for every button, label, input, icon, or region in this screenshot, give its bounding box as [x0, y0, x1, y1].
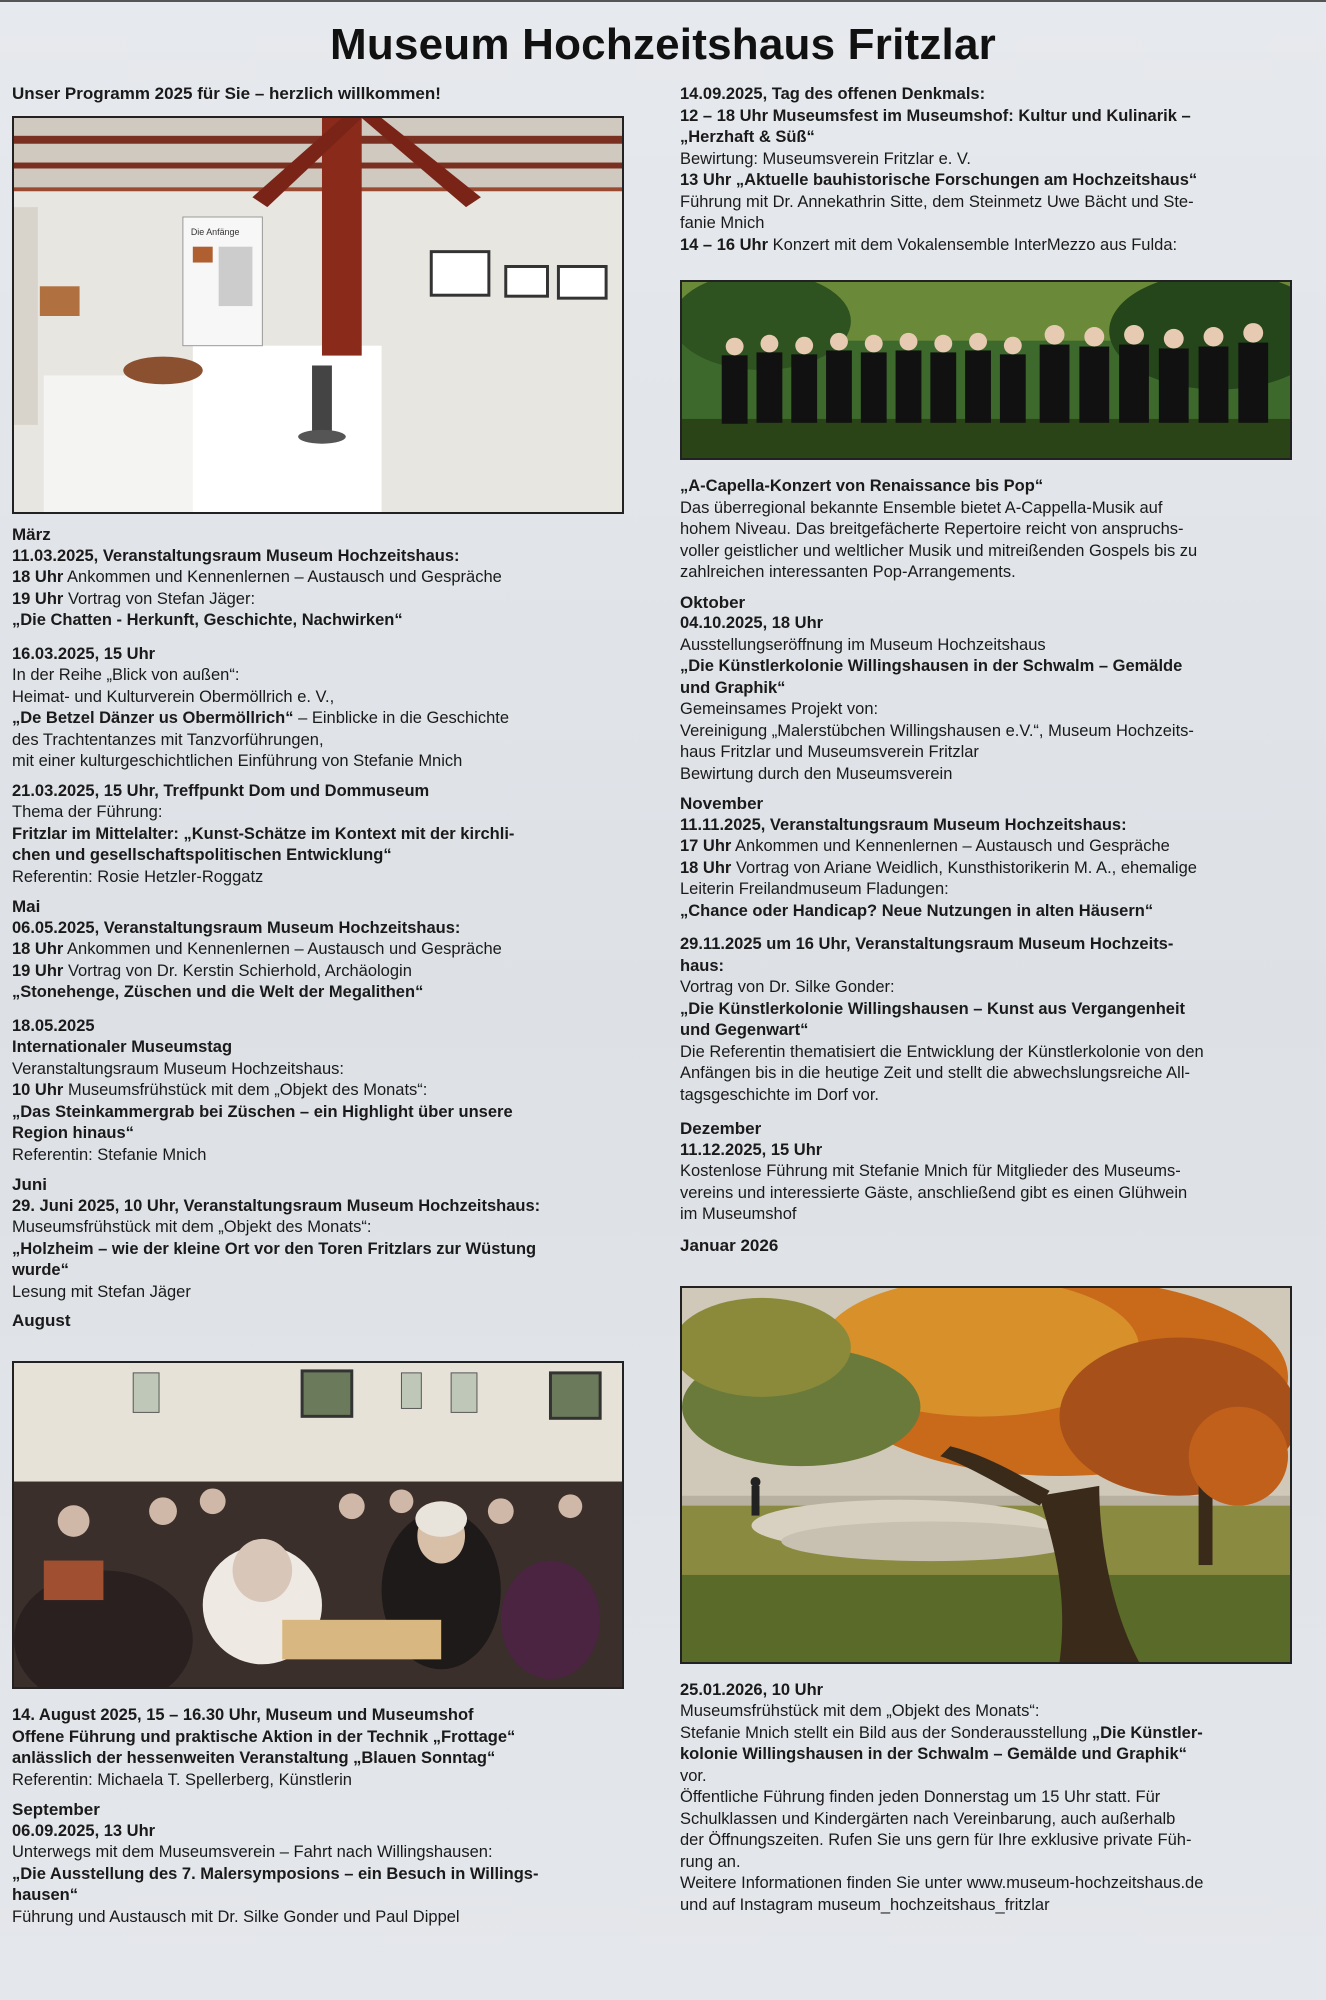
- juni-section: [12, 1174, 644, 1303]
- month-heading: August: [12, 1311, 71, 1330]
- month-heading: Januar 2026: [680, 1235, 779, 1255]
- month-heading: November: [680, 794, 764, 813]
- event-date: 21.03.2025, 15 Uhr, Treffpunkt Dom und Dommuseum: [12, 781, 430, 800]
- month-heading: Mai: [12, 897, 41, 916]
- event-line: Leiterin Freilandmuseum Fladungen:: [680, 880, 949, 898]
- month-heading: September: [12, 1800, 100, 1819]
- event-line: Die Referentin thematisiert die Entwicklung der Künstlerkolonie von den: [680, 1042, 1204, 1061]
- event-line: tagsgeschichte im Dorf vor.: [680, 1085, 879, 1104]
- september-section: [12, 1799, 644, 1928]
- event-line: fanie Mnich: [680, 214, 765, 232]
- event-line: Gemeinsames Projekt von:: [680, 700, 879, 718]
- event-line: im Museumshof: [680, 1205, 797, 1223]
- event-title: und Graphik“: [680, 678, 786, 697]
- website-line: Weitere Informationen finden Sie unter www.museum-hochzeitshaus.de: [680, 1874, 1204, 1892]
- month-heading: März: [12, 525, 51, 544]
- event-date: 06.05.2025, Veranstaltungsraum Museum Hochzeitshaus:: [12, 918, 461, 937]
- event-line: 14 – 16 Uhr Konzert mit dem Vokalensemble InterMezzo aus Fulda:: [680, 235, 1178, 254]
- event-date: haus:: [680, 956, 725, 975]
- event-title: „Holzheim – wie der kleine Ort vor den Toren Fritzlars zur Wüstung: [12, 1239, 537, 1258]
- event-line: In der Reihe „Blick von außen“:: [12, 666, 240, 684]
- event-line: 18 Uhr Ankommen und Kennenlernen – Austausch und Gespräche: [12, 940, 502, 958]
- event-line: Unterwegs mit dem Museumsverein – Fahrt nach Willingshausen:: [12, 1843, 493, 1861]
- month-heading: Dezember: [680, 1119, 762, 1138]
- event-title: „Die Ausstellung des 7. Malersymposions – ein Besuch in Willings-: [12, 1864, 539, 1883]
- painting-photo: [680, 1286, 1292, 1664]
- event-date: 04.10.2025, 18 Uhr: [680, 614, 824, 632]
- maerz-section: [12, 524, 644, 632]
- event-line: Veranstaltungsraum Museum Hochzeitshaus:: [12, 1059, 344, 1078]
- maerz-event-2: [12, 644, 644, 773]
- event-line: haus Fritzlar und Museumsverein Fritzlar: [680, 743, 979, 761]
- event-line: 18 Uhr Vortrag von Ariane Weidlich, Kunsthistorikerin M. A., ehemalige: [680, 858, 1197, 877]
- event-title: Internationaler Museumstag: [12, 1038, 233, 1056]
- event-line: Referentin: Rosie Hetzler-Roggatz: [12, 867, 264, 886]
- oktober-section: [680, 592, 1312, 786]
- event-line: voller geistlicher und weltlicher Musik und mitreißenden Gospels bis zu: [680, 541, 1198, 560]
- august-section: [12, 1705, 644, 1791]
- event-line: Ausstellungseröffnung im Museum Hochzeitshaus: [680, 635, 1046, 654]
- event-line: Stefanie Mnich stellt ein Bild aus der Sonderausstellung „Die Künstler-: [680, 1723, 1203, 1742]
- event-title: „Chance oder Handicap? Neue Nutzungen in alten Häusern“: [680, 901, 1154, 920]
- event-date: 06.09.2025, 13 Uhr: [12, 1821, 156, 1840]
- mai-event-2: [12, 1016, 644, 1167]
- info-line: der Öffnungszeiten. Rufen Sie uns gern für Ihre exklusive private Füh-: [680, 1831, 1192, 1849]
- event-line: Thema der Führung:: [12, 803, 163, 821]
- event-line: Vereinigung „Malerstübchen Willingshausen e.V.“, Museum Hochzeits-: [680, 721, 1194, 740]
- event-line: Kostenlose Führung mit Stefanie Mnich für Mitglieder des Museums-: [680, 1162, 1181, 1180]
- info-line: Öffentliche Führung finden jeden Donnerstag um 15 Uhr statt. Für: [680, 1788, 1161, 1806]
- denkmal-section: [680, 84, 1312, 256]
- event-date: 25.01.2026, 10 Uhr: [680, 1680, 824, 1699]
- event-line: Bewirtung durch den Museumsverein: [680, 764, 953, 783]
- event-title: anlässlich der hessenweiten Veranstaltung „Blauen Sonntag“: [12, 1749, 496, 1767]
- choir-photo: [680, 280, 1292, 460]
- event-title: wurde“: [12, 1261, 69, 1279]
- instagram-line: und auf Instagram museum_hochzeitshaus_fritzlar: [680, 1895, 1050, 1914]
- intro-text: Unser Programm 2025 für Sie – herzlich willkommen!: [12, 84, 441, 103]
- left-column: [12, 84, 644, 1936]
- audience-photo: [12, 1361, 624, 1689]
- event-title: „Stonehenge, Züschen und die Welt der Megalithen“: [12, 983, 424, 1001]
- event-date: 11.11.2025, Veranstaltungsraum Museum Hochzeitshaus:: [680, 815, 1127, 834]
- event-line: zahlreichen interessanten Pop-Arrangements.: [680, 563, 1016, 581]
- event-title: „Die Chatten - Herkunft, Geschichte, Nachwirken“: [12, 611, 403, 629]
- event-line: Referentin: Michaela T. Spellerberg, Künstlerin: [12, 1770, 352, 1789]
- event-line: Bewirtung: Museumsverein Fritzlar e. V.: [680, 149, 971, 168]
- page-title: Museum Hochzeitshaus Fritzlar: [330, 20, 996, 69]
- dezember-section: [680, 1118, 1312, 1226]
- event-title: „Das Steinkammergrab bei Züschen – ein Highlight über unsere: [12, 1102, 513, 1121]
- event-line: 19 Uhr Vortrag von Stefan Jäger:: [12, 589, 256, 608]
- info-line: Schulklassen und Kindergärten nach Vereinbarung, auch außerhalb: [680, 1809, 1176, 1828]
- event-title: kolonie Willingshausen in der Schwalm – Gemälde und Graphik“: [680, 1745, 1187, 1763]
- event-date: 11.12.2025, 15 Uhr: [680, 1140, 823, 1159]
- event-title: Offene Führung und praktische Aktion in der Technik „Frottage“: [12, 1727, 516, 1746]
- info-line: rung an.: [680, 1852, 741, 1871]
- event-line: Heimat- und Kulturverein Obermöllrich e. V.,: [12, 687, 335, 706]
- event-title: und Gegenwart“: [680, 1021, 809, 1039]
- event-date: 14. August 2025, 15 – 16.30 Uhr, Museum und Museumshof: [12, 1706, 474, 1724]
- event-line: vor.: [680, 1766, 707, 1785]
- event-line: 18 Uhr Ankommen und Kennenlernen – Austausch und Gespräche: [12, 568, 502, 586]
- event-date: 18.05.2025: [12, 1016, 95, 1035]
- right-column: [680, 84, 1312, 1924]
- event-line: Referentin: Stefanie Mnich: [12, 1145, 207, 1164]
- event-title: hausen“: [12, 1886, 79, 1904]
- event-line: des Trachtentanzes mit Tanzvorführungen,: [12, 730, 324, 749]
- event-line: 19 Uhr Vortrag von Dr. Kerstin Schierhold, Archäologin: [12, 961, 412, 980]
- event-title: 12 – 18 Uhr Museumsfest im Museumshof: Kultur und Kulinarik –: [680, 106, 1191, 125]
- event-title: „Herzhaft & Süß“: [680, 128, 815, 146]
- maerz-event-3: [12, 781, 644, 889]
- museum-interior-photo: [12, 116, 624, 514]
- event-line: Vortrag von Dr. Silke Gonder:: [680, 978, 895, 996]
- event-date: 14.09.2025, Tag des offenen Denkmals:: [680, 85, 986, 103]
- event-line: Führung und Austausch mit Dr. Silke Gonder und Paul Dippel: [12, 1907, 460, 1926]
- month-heading: Oktober: [680, 592, 746, 612]
- event-date: 29. Juni 2025, 10 Uhr, Veranstaltungsraum Museum Hochzeitshaus:: [12, 1196, 541, 1215]
- januar-section: [680, 1680, 1312, 1917]
- event-line: Führung mit Dr. Annekathrin Sitte, dem Steinmetz Uwe Bächt und Ste-: [680, 192, 1194, 211]
- november-event-2: [680, 934, 1312, 1106]
- event-title: „Die Künstlerkolonie Willingshausen – Kunst aus Vergangenheit: [680, 999, 1186, 1018]
- event-date: 29.11.2025 um 16 Uhr, Veranstaltungsraum Museum Hochzeits-: [680, 935, 1174, 953]
- event-title: Fritzlar im Mittelalter: „Kunst-Schätze im Kontext mit der kirchli-: [12, 824, 515, 843]
- event-title: chen und gesellschaftspolitischen Entwicklung“: [12, 846, 392, 864]
- event-line: Anfängen bis in die heutige Zeit und stellt die abwechslungsreiche All-: [680, 1064, 1190, 1082]
- event-date: 16.03.2025, 15 Uhr: [12, 644, 156, 663]
- event-line: mit einer kulturgeschichtlichen Einführung von Stefanie Mnich: [12, 752, 463, 770]
- mai-section: [12, 896, 644, 1004]
- event-line: hohem Niveau. Das breitgefächerte Repertoire reicht von anspruchs-: [680, 520, 1184, 538]
- event-title: 13 Uhr „Aktuelle bauhistorische Forschungen am Hochzeitshaus“: [680, 171, 1198, 189]
- november-section: [680, 793, 1312, 922]
- event-title: „Die Künstlerkolonie Willingshausen in der Schwalm – Gemälde: [680, 657, 1183, 675]
- museum-sign-text: Die Anfänge: [190, 226, 240, 237]
- event-date: 11.03.2025, Veranstaltungsraum Museum Hochzeitshaus:: [12, 546, 460, 565]
- event-line: Das überregional bekannte Ensemble bietet A-Cappella-Musik auf: [680, 498, 1163, 517]
- acapella-section: [680, 476, 1312, 584]
- event-line: Museumsfrühstück mit dem „Objekt des Monats“:: [12, 1218, 372, 1236]
- event-line: Museumsfrühstück mit dem „Objekt des Monats“:: [680, 1702, 1040, 1720]
- event-line: 17 Uhr Ankommen und Kennenlernen – Austausch und Gespräche: [680, 837, 1170, 855]
- month-heading: Juni: [12, 1175, 47, 1194]
- event-line: Lesung mit Stefan Jäger: [12, 1282, 191, 1301]
- event-title: Region hinaus“: [12, 1124, 134, 1142]
- event-title: „A-Capella-Konzert von Renaissance bis Pop“: [680, 477, 1044, 495]
- event-line: vereins und interessierte Gäste, anschließend gibt es einen Glühwein: [680, 1183, 1188, 1202]
- event-line: 10 Uhr Museumsfrühstück mit dem „Objekt des Monats“:: [12, 1081, 428, 1099]
- event-line: „De Betzel Dänzer us Obermöllrich“ – Einblicke in die Geschichte: [12, 709, 510, 727]
